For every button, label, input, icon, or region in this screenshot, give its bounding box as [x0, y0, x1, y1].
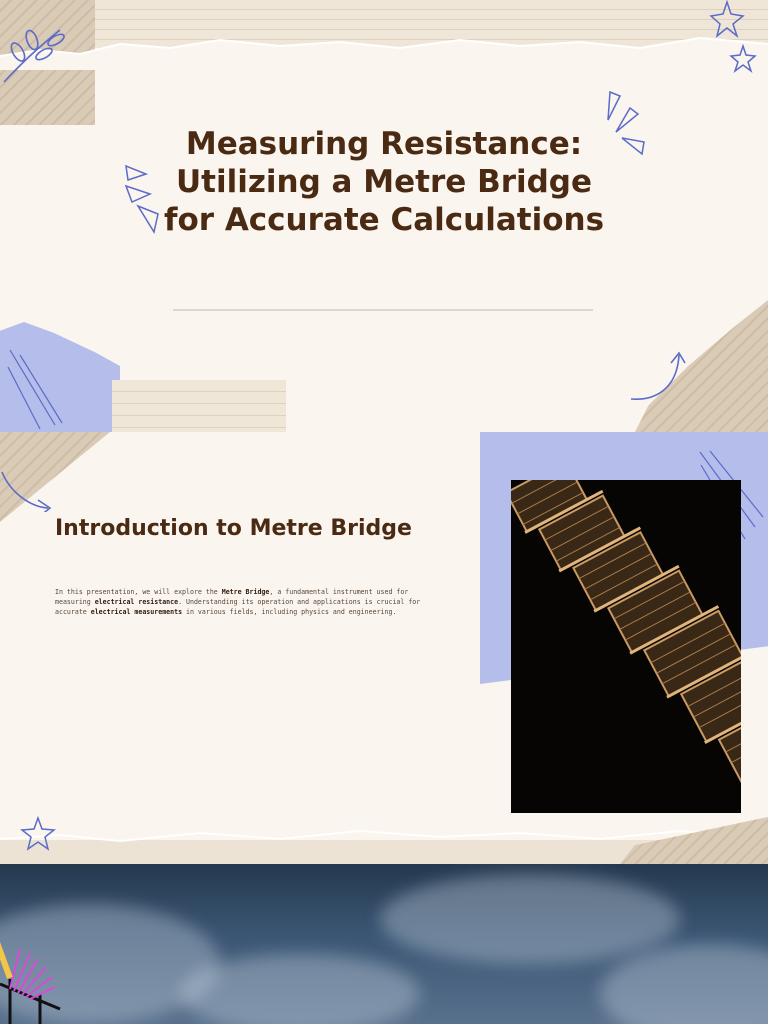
title-line: for Accurate Calculations	[163, 202, 605, 238]
star-icon	[705, 0, 765, 80]
stacked-trolleys-image	[511, 480, 741, 813]
body-text: in various fields, including physics and engineering.	[182, 608, 397, 616]
intro-paragraph	[55, 587, 440, 617]
body-bold-term: Metre Bridge	[221, 588, 270, 596]
title-line: Measuring Resistance:	[185, 126, 583, 162]
title-slide	[0, 0, 768, 432]
hatch-lines-icon	[0, 345, 70, 432]
section-heading: Introduction to Metre Bridge	[55, 516, 412, 541]
body-text: In this presentation, we will explore the	[55, 588, 222, 596]
slide-title	[100, 125, 668, 239]
title-line: Utilizing a Metre Bridge	[175, 164, 593, 200]
body-bold-term: electrical measurements	[90, 608, 183, 616]
title-divider	[173, 309, 593, 311]
body-text: , a fundamental instrument used for measuring	[55, 588, 409, 606]
neon-sign-icon	[0, 939, 70, 1024]
curved-arrow-icon	[625, 345, 690, 405]
body-bold-term: electrical resistance	[94, 598, 179, 606]
sky-slide	[0, 864, 768, 1024]
leaf-branch-icon	[0, 10, 80, 90]
cloud-shape	[180, 954, 420, 1024]
star-icon	[18, 816, 58, 852]
curved-arrow-icon	[0, 452, 60, 512]
body-text: . Understanding its operation and applications is crucial for accurate	[55, 598, 421, 616]
intro-slide	[0, 432, 768, 864]
torn-paper-edge	[0, 30, 768, 70]
cloud-shape	[600, 944, 768, 1024]
cloud-shape	[380, 874, 680, 964]
lined-paper-scrap	[112, 380, 286, 432]
